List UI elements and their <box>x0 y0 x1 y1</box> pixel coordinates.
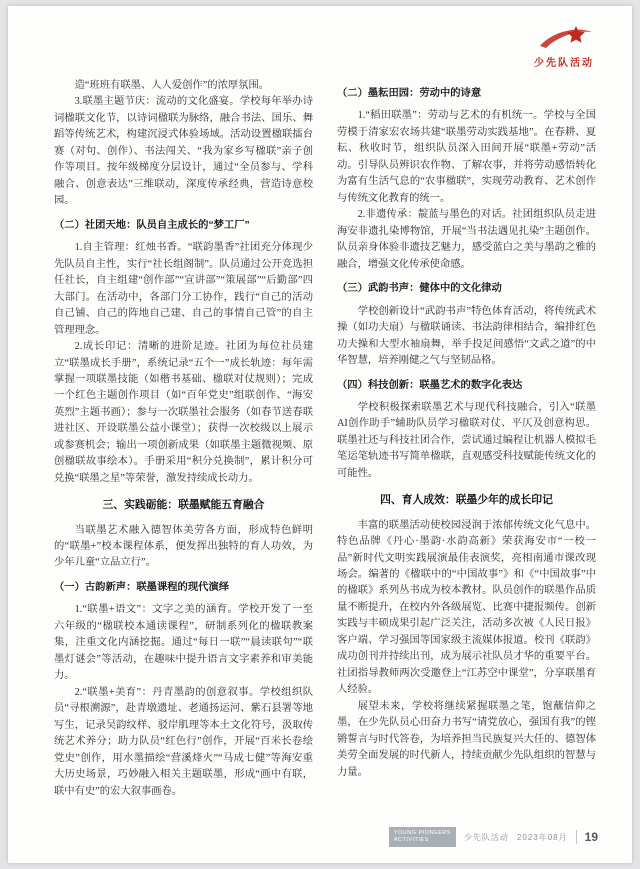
footer-brand-line1: YOUNG PIONEERS <box>393 830 451 837</box>
paragraph: 2.非遗传承：靛蓝与墨色的对话。社团组织队员走进海安非遗扎染博物馆，开展“当书法遇见扎染”主题创作。队员亲身体验非遗技艺魅力，感受蓝白之美与墨韵之雅的融合，增强文化传承使命感。 <box>337 209 596 270</box>
footer-divider <box>576 830 577 844</box>
paragraph: 展望未来，学校将继续紧握联墨之笔，饱蘸信仰之墨，在少先队员心田奋力书写“请党放心，强国有我”的铿锵誓言与时代答卷，为培养担当民族复兴大任的、德智体美劳全面发展的时代新人，持续贡献少先队组织的智慧与力量。 <box>337 700 596 778</box>
paragraph: 丰富的联墨活动使校园浸润于浓郁传统文化气息中。特色品牌《丹心·墨韵·水韵高新》荣获海安市“一校一品”新时代文明实践展演最佳表演奖，亮相南通市课改现场会。编著的《楹联中的“中国故事”》和《“中国故事”中的楹联》系列丛书成为校本教材。队员创作的联墨作品质量不断提升，在校内外各级展览、比赛中捷报频传。创新实践与丰硕成果引起广泛关注，活动多次被《人民日报》客户端、学习强国等国家级主流媒体报道。校刊《联韵》成功创刊并持续出刊，成为展示社队员才华的重要平台。社团指导教师两次受邀登上“江苏空中课堂”，分享联墨育人经验。 <box>337 519 596 696</box>
paragraph: 1.自主管理：红烛书香。“联韵墨香”社团充分体现少先队员自主性，实行“社长组阁制”。队员通过公开竞选担任社长，自主组建“创作部”“宣讲部”“策展部”“后勤部”四大部门。在活动中，各部门分工协作，践行“自己的活动自己铺、自己的阵地自己建、自己的事情自己管”的自主管理理念。 <box>54 242 313 336</box>
journal-logo-text: 少先队活动 <box>534 58 594 69</box>
column-right <box>337 78 596 817</box>
section-heading: 四、育人成效：联墨少年的成长印记 <box>380 494 553 507</box>
subsection-heading: （一）古韵新声：联墨课程的现代演绎 <box>54 581 230 593</box>
column-left <box>54 78 313 817</box>
paragraph: 学校创新设计“武韵书声”特色体育活动，将传统武术操（如功夫扇）与楹联诵读、书法韵律相结合，编排红色功夫操和大型水袖扇舞，举手投足间感悟“文武之道”的中华智慧，培养刚健之气与坚韧品格。 <box>337 305 596 367</box>
article-body <box>54 78 596 817</box>
paragraph: 2.“联墨+美育”：丹青墨韵的创意叙事。学校组织队员“寻根溯源”，赴青墩遗址、老通扬运河、紫石县署等地写生，记录吴韵纹样、驳岸肌理等本土文化符号，汲取传统艺术养分；助力队员“红色行”创作，开展“百米长卷绘党史”创作，用水墨描绘“营溪烽火”“马成七健”等海安重大历史场景，巧妙融入相关主题联墨，形成“画中有联，联中有史”的宏大叙事画卷。 <box>54 686 313 797</box>
paragraph: 1.“联墨+语文”：文字之美的涵育。学校开发了一至六年级的“楹联校本通读课程”，研制系列化的楹联教案集，注重文化内涵挖掘。通过“每日一联”“晨读联句”“联墨灯谜会”等活动，在趣味中提升语言文字素养和审美能力。 <box>54 604 313 682</box>
subsection-heading: （四）科技创新：联墨艺术的数字化表达 <box>337 379 523 391</box>
page-footer <box>389 827 598 847</box>
paragraph: 当联墨艺术融入德智体美劳各方面，形成特色鲜明的“联墨+”校本课程体系，便发挥出独特的育人功效，为少年儿童“立品立行”。 <box>54 524 313 569</box>
journal-logo <box>504 24 594 70</box>
subsection-heading: （三）武韵书声：健体中的文化律动 <box>337 283 502 295</box>
footer-brand-line2: ACTIVITIES <box>393 837 429 844</box>
paragraph: 学校积极探索联墨艺术与现代科技融合，引入“联墨AI创作助手”辅助队员学习楹联对仗、平仄及创意构思。联墨社还与科技社团合作，尝试通过编程让机器人模拟毛笔运笔轨迹书写简单楹联，直观感受科技赋能传统文化的可能性。 <box>337 401 596 479</box>
paragraph: 造“班班有联墨、人人爱创作”的浓厚氛围。 <box>74 80 270 91</box>
paragraph: 3.联墨主题节庆：流动的文化盛宴。学校每年举办诗词楹联文化节，以诗词楹联为脉络，融合书法、国乐、舞蹈等传统艺术，构建沉浸式体验场域。活动设置楹联擂台赛（对句、创作）、书法闯关、“我为家乡写楹联”亲子创作等项目。按年级梯度分层设计，通过“全员参与、学科融合、创意表达”三维联动，深度传承经典，营造诗意校园。 <box>54 96 313 207</box>
star-swoosh-icon <box>538 24 594 52</box>
paragraph: 2.成长印记：清晰的进阶足迹。社团为每位社员建立“联墨成长手册”，系统记录“五个一”成长轨迹：每年需掌握一项联墨技能（如楷书基础、楹联对仗规则）；完成一个红色主题创作项目（如“百年党史”组联创作、“海安英烈”主题书画）；参与一次联墨社会服务（如春节送春联进社区、开设联墨公益小课堂）；获得一次校级以上展示或参赛机会；输出一项创新成果（如联墨主题微视频、原创楹联故事绘本）。手册采用“积分兑换制”，累计积分可兑换“联墨之星”等荣誉，激发持续成长动力。 <box>54 341 313 484</box>
section-heading: 三、实践砺能：联墨赋能五育融合 <box>102 499 265 512</box>
paragraph: 1.“稻田联墨”：劳动与艺术的有机统一。学校与全国劳模于清家宏农场共建“联墨劳动实践基地”。在春耕、夏耘、秋收时节，组织队员深入田间开展“联墨+劳动”活动。引导队员辨识农作物、了解农事，并将劳动感悟转化为富有生活气息的“农事楹联”，实现劳动教育、艺术创作与传统文化教育的统一。 <box>337 110 596 204</box>
footer-issue-date: 2023年08月 <box>516 832 568 842</box>
magazine-page <box>8 6 632 863</box>
subsection-heading: （二）墨耘田园：劳动中的诗意 <box>337 88 482 99</box>
subsection-heading: （二）社团天地：队员自主成长的“梦工厂” <box>54 219 250 231</box>
footer-brand-logo <box>389 827 456 847</box>
footer-journal-name: 少先队活动 <box>463 832 509 842</box>
page-number: 19 <box>584 830 598 845</box>
